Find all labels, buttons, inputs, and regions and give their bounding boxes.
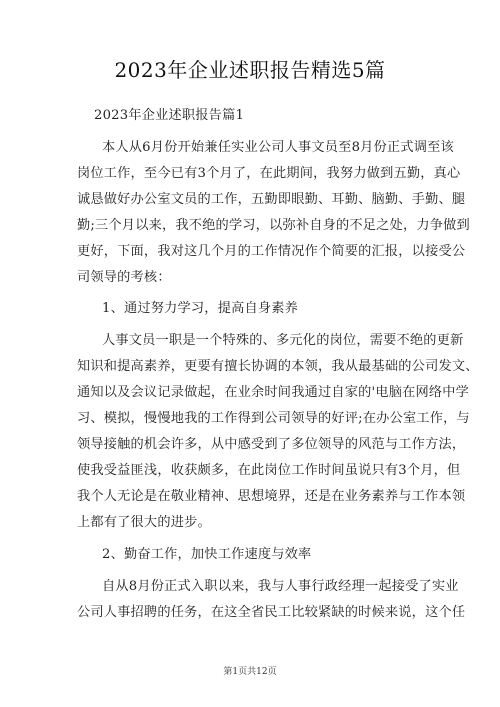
paragraph-line: 人事文员一职是一个特殊的、多元化的岗位，需要不绝的更新: [102, 333, 464, 348]
paragraph-line: 岗位工作，至今已有3个月了，在此期间，我努力做到五勤，真心: [77, 166, 461, 181]
paragraph-line: 上都有了很大的进步。: [77, 515, 211, 530]
paragraph-line: 诚恳做好办公室文员的工作，五勤即眼勤、耳勤、脑勤、手勤、腿: [77, 192, 466, 207]
paragraph-line: 勤;三个月以来，我不绝的学习，以弥补自身的不足之处，力争做到: [77, 218, 470, 233]
paragraph-line: 领导接触的机会许多，从中感受到了多位领导的风范与工作方法，: [77, 437, 466, 452]
paragraph-line: 本人从6月份开始兼任实业公司人事文员至8月份正式调至该: [102, 140, 454, 155]
paragraph-line: 使我受益匪浅，收获颇多，在此岗位工作时间虽说只有3个月，但: [77, 463, 461, 478]
subsection-heading: 2、勤奋工作，加快工作速度与效率: [102, 547, 312, 562]
paragraph-line: 知识和提高素养，更要有擅长协调的本领，我从最基础的公司发文、: [77, 359, 479, 374]
paragraph-line: 司领导的考核：: [77, 270, 171, 285]
document-title: 2023年企业述职报告精选5篇: [114, 58, 386, 82]
subsection-heading: 1、通过努力学习，提高自身素养: [102, 301, 299, 316]
paragraph-line: 通知以及会议记录做起，在业余时间我通过自家的'电脑在网络中学: [77, 385, 470, 400]
paragraph-line: 习、模拟，慢慢地我的工作得到公司领导的好评;在办公室工作，与: [77, 411, 470, 426]
paragraph-line: 自从8月份正式入职以来，我与人事行政经理一起接受了实业: [102, 579, 459, 594]
page-footer: 第1页共12页: [223, 667, 277, 677]
paragraph-line: 更好，下面，我对这几个月的工作情况作个简要的汇报，以接受公: [77, 244, 466, 259]
paragraph-line: 公司人事招聘的任务，在这全省民工比较紧缺的时候来说，这个任: [77, 605, 466, 620]
section-heading: 2023年企业述职报告篇1: [94, 108, 245, 123]
paragraph-line: 我个人无论是在敬业精神、思想境界，还是在业务素养与工作本领: [77, 489, 466, 504]
